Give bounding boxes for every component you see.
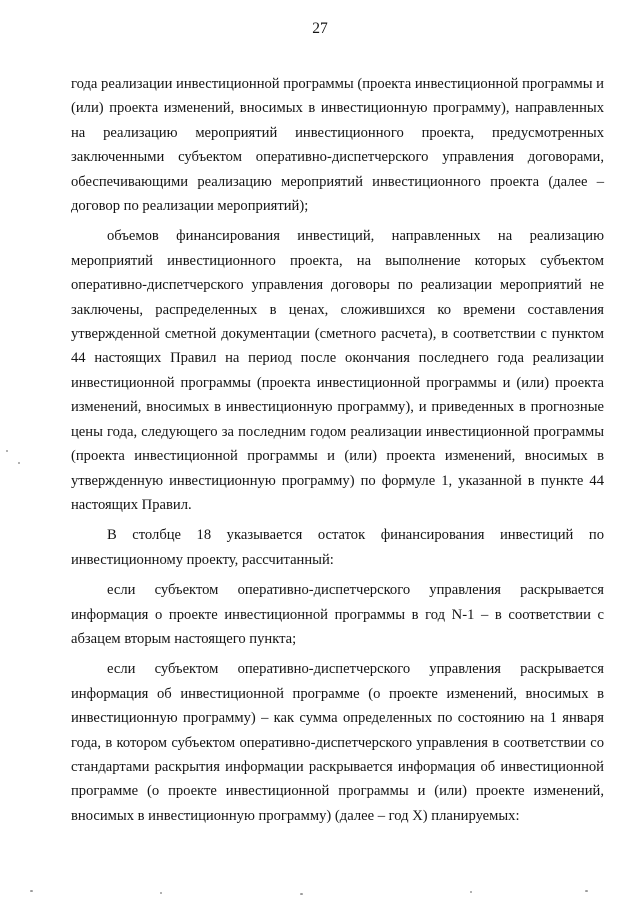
paragraph-3: В столбце 18 указывается остаток финансирования инвестиций по инвестиционному проекту, рассчитанный:	[71, 527, 604, 568]
document-body	[71, 72, 604, 828]
paragraph-2: объемов финансирования инвестиций, направленных на реализацию мероприятий инвестиционного проекта, на выполнение которых субъектом оперативно-диспетчерского управления договоры по реализации мероприятий не заключены, распределенных в ценах, сложившихся ко времени составления утвержденной сметной документации (сметного расчета), в соответствии с пунктом 44 настоящих Правил на период после окончания последнего года реализации инвестиционной программы (проекта инвестиционной программы и (или) проекта изменений, вносимых в инвестиционную программу), и приведенных в прогнозные цены года, следующего за последним годом реализации инвестиционной программы (проекта инвестиционной программы и (или) проекта изменений, вносимых в утвержденную инвестиционную программу) по формуле 1, указанной в пункте 44 настоящих Правил.	[71, 228, 604, 513]
scan-speck	[470, 891, 472, 893]
scan-speck	[6, 450, 8, 452]
paragraph-4: если субъектом оперативно-диспетчерского управления раскрывается информация о проекте инвестиционной программы в год N-1 – в соответствии с абзацем вторым настоящего пункта;	[71, 582, 604, 647]
paragraph-1: года реализации инвестиционной программы (проекта инвестиционной программы и (или) проекта изменений, вносимых в инвестиционную программу), направленных на реализацию мероприятий инвестиционного проекта, предусмотренных заключенными субъектом оперативно-диспетчерского управления договорами, обеспечивающими реализацию мероприятий инвестиционного проекта (далее – договор по реализации мероприятий);	[71, 76, 604, 215]
paragraph-5: если субъектом оперативно-диспетчерского управления раскрывается информация об инвестиционной программе (о проекте изменений, вносимых в инвестиционную программу) – как сумма определенных по состоянию на 1 января года, в котором субъектом оперативно-диспетчерского управления в соответствии со стандартами раскрытия информации раскрывается информация об инвестиционной программе (о проекте инвестиционной программы и (или) проекте изменений, вносимых в инвестиционную программу) (далее – год X) планируемых:	[71, 661, 604, 824]
scan-speck	[585, 890, 588, 892]
scan-speck	[160, 892, 162, 894]
scan-speck	[18, 462, 20, 464]
page-number: 27	[312, 20, 328, 37]
scan-speck	[300, 893, 303, 895]
scan-speck	[30, 890, 33, 892]
